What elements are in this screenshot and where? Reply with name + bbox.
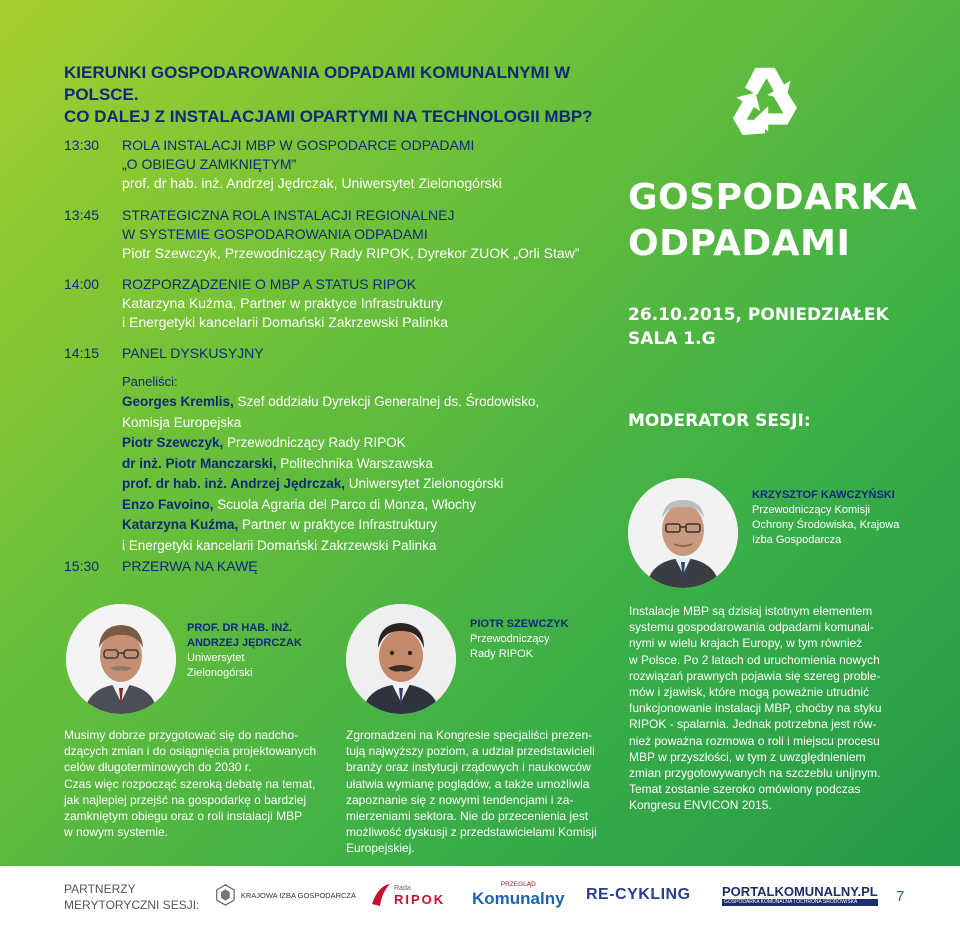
brand-title	[628, 175, 917, 267]
slot-title: ROLA INSTALACJI MBP W GOSPODARCE ODPADAMI „O OBIEGU ZAMKNIĘTYM”	[122, 137, 475, 172]
slot-title: PRZERWA NA KAWĘ	[122, 558, 258, 574]
room-line: SALA 1.G	[628, 329, 716, 349]
slot-title: PANEL DYSKUSYJNY	[122, 345, 264, 361]
kig-text: KRAJOWA IZBA GOSPODARCZA	[240, 890, 356, 900]
slot-time: 14:00	[64, 276, 100, 292]
session-date	[628, 303, 889, 351]
panelist-line: Komisja Europejska	[122, 414, 242, 430]
footer	[0, 866, 960, 925]
slot-time: 13:45	[64, 207, 100, 223]
recykling-text: RE-CYKLING	[586, 886, 691, 903]
moderator-label: MODERATOR SESJI:	[628, 411, 811, 431]
slot-speaker: Piotr Szewczyk, Przewodniczący Rady RIPOK, Dyrekor ZUOK „Orli Staw”	[122, 245, 580, 261]
logo-kig	[216, 876, 356, 914]
partners-label: PARTNERZY MERYTORYCZNI SESJI:	[64, 882, 200, 912]
person-role: Przewodniczący Rady RIPOK	[470, 633, 550, 660]
paragraph-middle: Zgromadzeni na Kongresie specjaliści prezen- tują najwyższy poziom, a udział przedstawicieli branży oraz instytucji rządowych i naukowców ułatwia wymianę poglądów, a także umożliwia zapoznanie się z nowymi tendencjami i za- mierzeniami sektora. Nie do przecenienia jest możliwość dyskusji z przedstawicielami Komisji Europejskiej.	[346, 728, 597, 856]
jedrczak-photo	[66, 604, 176, 714]
ripok-swoosh-icon	[370, 882, 392, 908]
panelist-line: Piotr Szewczyk, Przewodniczący Rady RIPOK	[122, 435, 406, 450]
slot-speaker: Katarzyna Kuźma, Partner w praktyce Infrastruktury i Energetyki kancelarii Domański Zakrzewski Palinka	[122, 295, 449, 330]
logo-recykling	[586, 876, 696, 914]
komunalny-text: Komunalny	[472, 889, 565, 908]
panelists-label: Paneliści:	[122, 374, 178, 389]
person-name: PIOTR SZEWCZYK	[470, 618, 569, 630]
szewczyk-photo	[346, 604, 456, 714]
brand-line-1: GOSPODARKA	[628, 177, 918, 218]
ripok-text: RIPOK	[394, 891, 446, 907]
logo-komunalny	[472, 876, 565, 914]
jedrczak-card	[187, 621, 327, 681]
person-role: Uniwersytet Zielonogórski	[187, 652, 253, 679]
panelist-line: Georges Kremlis, Szef oddziału Dyrekcji Generalnej ds. Środowisko,	[122, 394, 540, 409]
paragraph-left: Musimy dobrze przygotować się do nadcho- dzących zmian i do osiągnięcia projektowanych celów długoterminowych do 2030 r. Czas więc rozpocząć szeroką debatę na temat, jak najlepiej przejść na gospodarkę o bardziej zamkniętym obiegu oraz o roli instalacji MBP w nowym systemie.	[64, 728, 317, 840]
slot-time: 13:30	[64, 137, 100, 153]
panelist-line: prof. dr hab. inż. Andrzej Jędrczak, Uniwersytet Zielonogórski	[122, 476, 504, 491]
panelist-line: Enzo Favoino, Scuola Agraria del Parco di Monza, Włochy	[122, 496, 477, 512]
moderator-role: Przewodniczący Komisji Ochrony Środowiska, Krajowa Izba Gospodarcza	[752, 504, 900, 546]
date-line: 26.10.2015, PONIEDZIAŁEK	[628, 305, 889, 325]
moderator-photo	[628, 478, 738, 588]
slot-title: ROZPORZĄDZENIE O MBP A STATUS RIPOK	[122, 276, 417, 292]
panelist-line: dr inż. Piotr Manczarski, Politechnika Warszawska	[122, 455, 433, 471]
person-name: PROF. DR HAB. INŻ. ANDRZEJ JĘDRCZAK	[187, 622, 302, 649]
page-number: 7	[896, 888, 905, 905]
slot-speaker: prof. dr hab. inż. Andrzej Jędrczak, Uniwersytet Zielonogórski	[122, 175, 502, 191]
panelist-line: Katarzyna Kuźma, Partner w praktyce Infrastruktury	[122, 517, 438, 532]
logo-ripok	[370, 876, 450, 914]
logo-portalkomunalny	[722, 876, 882, 914]
slot-title: STRATEGICZNA ROLA INSTALACJI REGIONALNEJ W SYSTEMIE GOSPODAROWANIA ODPADAMI	[122, 207, 455, 242]
komunalny-small: PRZEGLĄD	[500, 881, 536, 888]
brand-line-2: ODPADAMI	[628, 223, 851, 264]
slot-time: 14:15	[64, 345, 100, 361]
portal-sub: GOSPODARKA KOMUNALNA I OCHRONA ŚRODOWISKA	[722, 899, 878, 906]
kig-emblem-icon	[216, 880, 235, 910]
paragraph-right: Instalacje MBP są dzisiaj istotnym elementem systemu gospodarowania odpadami komunal- nymi w wielu krajach Europy, w tym również w Polsce. Po 2 latach od uruchomienia nowych rozwiązań prawnych pojawia się szereg proble- mów i zjawisk, które mogą poważnie utrudnić funkcjonowanie instalacji MBP, choćby na styku RIPOK - spalarnia. Jednak potrzebna jest rów- nież poważna rozmowa o roli i miejscu procesu MBP w przyszłości, w tym z uwzględnieniem zmian przygotowywanych na szczeblu unijnym. Temat zostanie szeroko omówiony podczas Kongresu ENVICON 2015.	[629, 604, 882, 813]
szewczyk-card	[470, 617, 610, 662]
moderator-name: KRZYSZTOF KAWCZYŃSKI	[752, 489, 895, 501]
moderator-card	[752, 488, 952, 548]
ripok-small: Rada	[394, 884, 411, 892]
recycle-icon	[723, 63, 807, 143]
panelists	[122, 372, 602, 556]
portal-text: PORTALKOMUNALNY.PL	[722, 883, 878, 899]
slot-time: 15:30	[64, 558, 100, 574]
event-title: KIERUNKI GOSPODAROWANIA ODPADAMI KOMUNALNYMI W POLSCE. CO DALEJ Z INSTALACJAMI OPARTYMI NA TECHNOLOGII MBP?	[64, 63, 593, 126]
panelist-line: i Energetyki kancelarii Domański Zakrzewski Palinka	[122, 537, 437, 553]
